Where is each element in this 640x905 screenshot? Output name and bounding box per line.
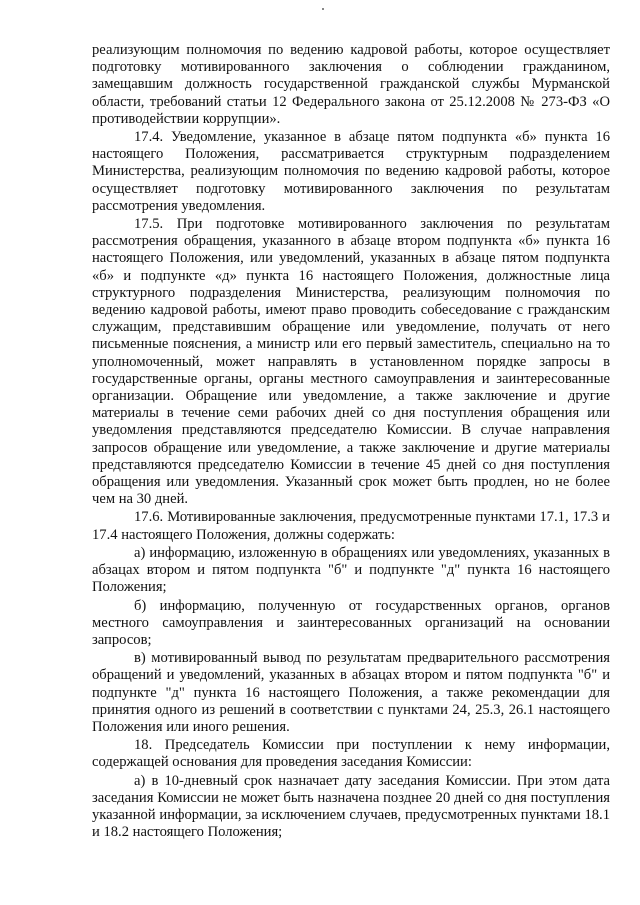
paragraph-17-6-b: б) информацию, полученную от государственных органов, органов местного самоуправления и заинтересованных организаций на основании запросов; — [92, 597, 610, 648]
paragraph-17-5: 17.5. При подготовке мотивированного заключения по результатам рассмотрения обращения, указанного в абзаце втором подпункта «б» пункта 16 настоящего Положения, или уведомлений, указанных в абзаце пятом подпункта «б» и подпункте «д» пункта 16 настоящего Положения, должностные лица структурного подразделения Министерства, реализующим полномочия по ведению кадровой работы, имеют право проводить собеседование с гражданским служащим, представившим обращение или уведомление, получать от него письменные пояснения, а министр или его первый заместитель, специально на то уполномоченный, может направлять в установленном порядке запросы в государственные органы, органы местного самоуправления и заинтересованные организации. Обращение или уведомление, а также заключение и другие материалы в течение семи рабочих дней со дня поступления обращения или уведомления представляются председателю Комиссии. В случае направления запросов обращение или уведомление, а также заключение и другие материалы представляются председателю Комиссии в течение 45 дней со дня поступления обращения или уведомления. Указанный срок может быть продлен, но не более чем на 30 дней. — [92, 216, 610, 508]
paragraph-18-a: а) в 10-дневный срок назначает дату заседания Комиссии. При этом дата заседания Комиссии не может быть назначена позднее 20 дней со дня поступления указанной информации, за исключением случаев, предусмотренных пунктами 18.1 и 18.2 настоящего Положения; — [92, 772, 610, 841]
document-page — [92, 42, 610, 842]
paragraph-17-6: 17.6. Мотивированные заключения, предусмотренные пунктами 17.1, 17.3 и 17.4 настоящего Положения, должны содержать: — [92, 509, 610, 543]
paragraph-continuation: реализующим полномочия по ведению кадровой работы, которое осуществляет подготовку мотивированного заключения о соблюдении гражданином, замещавшим должность государственной гражданской службы Мурманской области, требований статьи 12 Федерального закона от 25.12.2008 № 273-ФЗ «О противодействии коррупции». — [92, 42, 610, 127]
paragraph-17-6-v: в) мотивированный вывод по результатам предварительного рассмотрения обращений и уведомлений, указанных в абзацах втором и пятом подпункта "б" и подпункте "д" пункта 16 настоящего Положения, а также рекомендации для принятия одного из решений в соответствии с пунктами 24, 25.3, 26.1 настоящего Положения или иного решения. — [92, 650, 610, 735]
scan-mark — [322, 8, 324, 10]
paragraph-17-4: 17.4. Уведомление, указанное в абзаце пятом подпункта «б» пункта 16 настоящего Положения, рассматривается структурным подразделением Министерства, реализующим полномочия по ведению кадровой работы, которое осуществляет подготовку мотивированного заключения по результатам рассмотрения уведомления. — [92, 129, 610, 214]
paragraph-17-6-a: а) информацию, изложенную в обращениях или уведомлениях, указанных в абзацах втором и пятом подпункта "б" и подпункте "д" пункта 16 настоящего Положения; — [92, 544, 610, 596]
paragraph-18: 18. Председатель Комиссии при поступлении к нему информации, содержащей основания для проведения заседания Комиссии: — [92, 737, 610, 771]
